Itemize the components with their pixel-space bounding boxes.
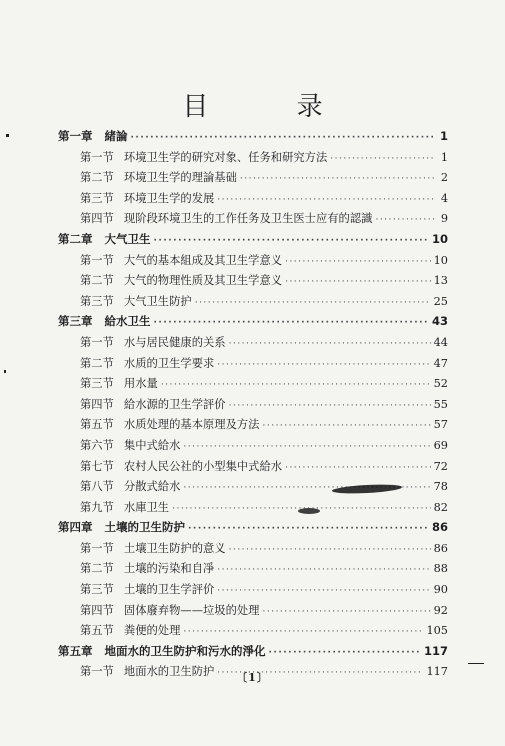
toc-section-row [58,540,448,561]
dot-leader [330,154,435,164]
dot-leader [183,627,423,637]
page-title: 目 录 [182,92,363,122]
toc-entry-title: 环境卫生学的研究对象、任务和研究方法 [123,150,328,164]
toc-entry-label: 第四章 [58,520,93,535]
toc-entry-label: 第二节 [80,562,114,576]
toc-section-row [58,560,448,581]
toc-entry-label: 第三章 [58,314,93,329]
toc-entry-title: 給水卫生 [104,314,151,329]
toc-entry-page-number: 10 [431,231,448,246]
toc-entry-label: 第四节 [80,397,114,411]
toc-entry-label: 第一节 [80,665,114,679]
toc-entry-title: 大气卫生防护 [123,294,192,308]
toc-entry-page-number: 78 [433,480,448,494]
dot-leader [229,401,431,411]
toc-entry-page-number: 44 [433,335,448,349]
toc-entry-title: 土壤的卫生防护 [104,520,185,535]
toc-entry-page-number: 52 [433,377,448,391]
dot-leader [375,215,435,225]
toc-entry-label: 第一节 [80,150,114,164]
toc-entry-title: 环境卫生学的发展 [123,191,215,205]
toc-section-row [58,437,448,458]
toc-chapter-row [58,643,448,664]
dot-leader [229,545,431,555]
toc-entry-page-number: 25 [433,294,448,308]
toc-entry-page-number: 1 [440,150,448,164]
toc-section-row [58,499,448,520]
toc-entry-title: 现阶段环境卫生的工作任务及卫生医士应有的認識 [123,212,373,226]
toc-entry-label: 第三节 [80,377,114,391]
toc-entry-title: 大气的物理性质及其卫生学意义 [123,274,283,288]
page-number-footer: 〔1〕 [236,671,269,684]
toc-entry-title: 用水量 [123,377,158,391]
toc-entry-page-number: 90 [433,583,448,597]
toc-entry-page-number: 13 [433,274,448,288]
toc-entry-label: 第八节 [80,480,114,494]
dot-leader [217,586,430,596]
dot-leader [183,442,430,452]
toc-entry-label: 第一节 [80,253,114,267]
ink-smudge [298,508,320,514]
dot-leader [285,277,431,287]
toc-section-row [58,169,448,190]
toc-entry-label: 第七节 [80,459,114,473]
toc-section-row [58,581,448,602]
toc-entry-label: 第二章 [58,231,93,246]
dot-leader [217,565,430,575]
dot-leader [217,360,430,370]
toc-entry-page-number: 55 [433,397,448,411]
dot-leader [161,380,431,390]
toc-entry-title: 分散式給水 [123,480,181,494]
toc-entry-label: 第二节 [80,274,114,288]
toc-entry-label: 第六节 [80,438,114,452]
toc-section-row [58,252,448,273]
toc-section-row [58,210,448,231]
scan-speck [4,370,6,373]
toc-entry-page-number: 1 [439,129,448,143]
toc-entry-page-number: 10 [433,253,448,267]
toc-entry-title: 水质的卫生学要求 [123,356,215,370]
toc-entry-title: 土壤卫生防护的意义 [123,541,226,555]
toc-entry-page-number: 117 [426,665,448,679]
toc-entry-title: 水质处理的基本原理及方法 [123,418,260,432]
toc-entry-title: 大气的基本組成及其卫生学意义 [123,253,283,267]
toc-entry-page-number: 4 [440,191,448,205]
toc-entry-page-number: 88 [433,562,448,576]
dot-leader [285,257,431,267]
toc-entry-title: 緒論 [104,129,128,143]
toc-chapter-row [58,519,448,540]
dot-leader [195,298,431,308]
toc-entry-page-number: 69 [433,438,448,452]
toc-entry-page-number: 57 [433,418,448,432]
dot-leader [154,318,429,328]
toc-chapter-row [58,313,448,334]
dot-leader [262,421,430,431]
toc-entry-label: 第二节 [80,171,114,185]
toc-entry-page-number: 92 [433,603,448,617]
toc-section-row [58,149,448,170]
dot-leader [285,463,431,473]
scan-speck [468,663,484,664]
dot-leader [188,524,429,534]
toc-entry-label: 第四节 [80,603,114,617]
toc-section-row [58,458,448,479]
toc-entry-title: 土壤的污染和自凈 [123,562,215,576]
toc-entry-title: 水庫卫生 [123,500,170,514]
toc-section-row [58,602,448,623]
toc-entry-title: 地面水的卫生防护 [123,665,215,679]
toc-entry-title: 大气卫生 [104,231,151,246]
toc-entry-title: 集中式給水 [123,438,181,452]
toc-section-row [58,355,448,376]
toc-entry-title: 环境卫生学的理論基础 [123,171,237,185]
dot-leader [229,339,431,349]
table-of-contents [58,128,448,684]
toc-section-row [58,375,448,396]
toc-entry-label: 第三节 [80,583,114,597]
toc-entry-title: 水与居民健康的关系 [123,335,226,349]
toc-entry-title: 粪便的处理 [123,624,181,638]
toc-entry-label: 第一节 [80,541,114,555]
toc-entry-page-number: 105 [426,624,448,638]
dot-leader [217,195,435,205]
toc-section-row [58,190,448,211]
toc-entry-label: 第二节 [80,356,114,370]
toc-entry-page-number: 82 [433,500,448,514]
toc-section-row [58,334,448,355]
toc-entry-label: 第四节 [80,212,114,226]
dot-leader [240,174,435,184]
toc-entry-label: 第三节 [80,191,114,205]
toc-entry-title: 农村人民公社的小型集中式給水 [123,459,283,473]
toc-entry-label: 第五节 [80,624,114,638]
toc-entry-label: 第九节 [80,500,114,514]
toc-entry-page-number: 72 [433,459,448,473]
toc-entry-title: 土壤的卫生学評价 [123,583,215,597]
toc-entry-page-number: 86 [431,520,448,535]
toc-entry-label: 第五节 [80,418,114,432]
toc-entry-page-number: 2 [440,171,448,185]
toc-entry-label: 第五章 [58,643,93,658]
toc-entry-page-number: 47 [433,356,448,370]
toc-chapter-row [58,128,448,149]
scan-speck [6,134,9,137]
toc-entry-label: 第三节 [80,294,114,308]
toc-section-row [58,622,448,643]
dot-leader [269,648,421,658]
toc-section-row [58,396,448,417]
dot-leader [262,607,430,617]
toc-entry-page-number: 86 [433,541,448,555]
toc-entry-page-number: 9 [440,212,448,226]
toc-entry-title: 給水源的卫生学評价 [123,397,226,411]
toc-entry-label: 第一章 [58,129,93,143]
toc-section-row [58,293,448,314]
toc-section-row [58,416,448,437]
dot-leader [131,133,436,143]
toc-section-row [58,272,448,293]
toc-entry-label: 第一节 [80,335,114,349]
toc-entry-page-number: 117 [423,643,448,658]
toc-entry-title: 地面水的卫生防护和污水的淨化 [104,643,266,658]
toc-entry-title: 固体廢弃物——垃圾的处理 [123,603,260,617]
toc-chapter-row [58,231,448,252]
toc-entry-page-number: 43 [431,314,448,329]
dot-leader [154,236,429,246]
